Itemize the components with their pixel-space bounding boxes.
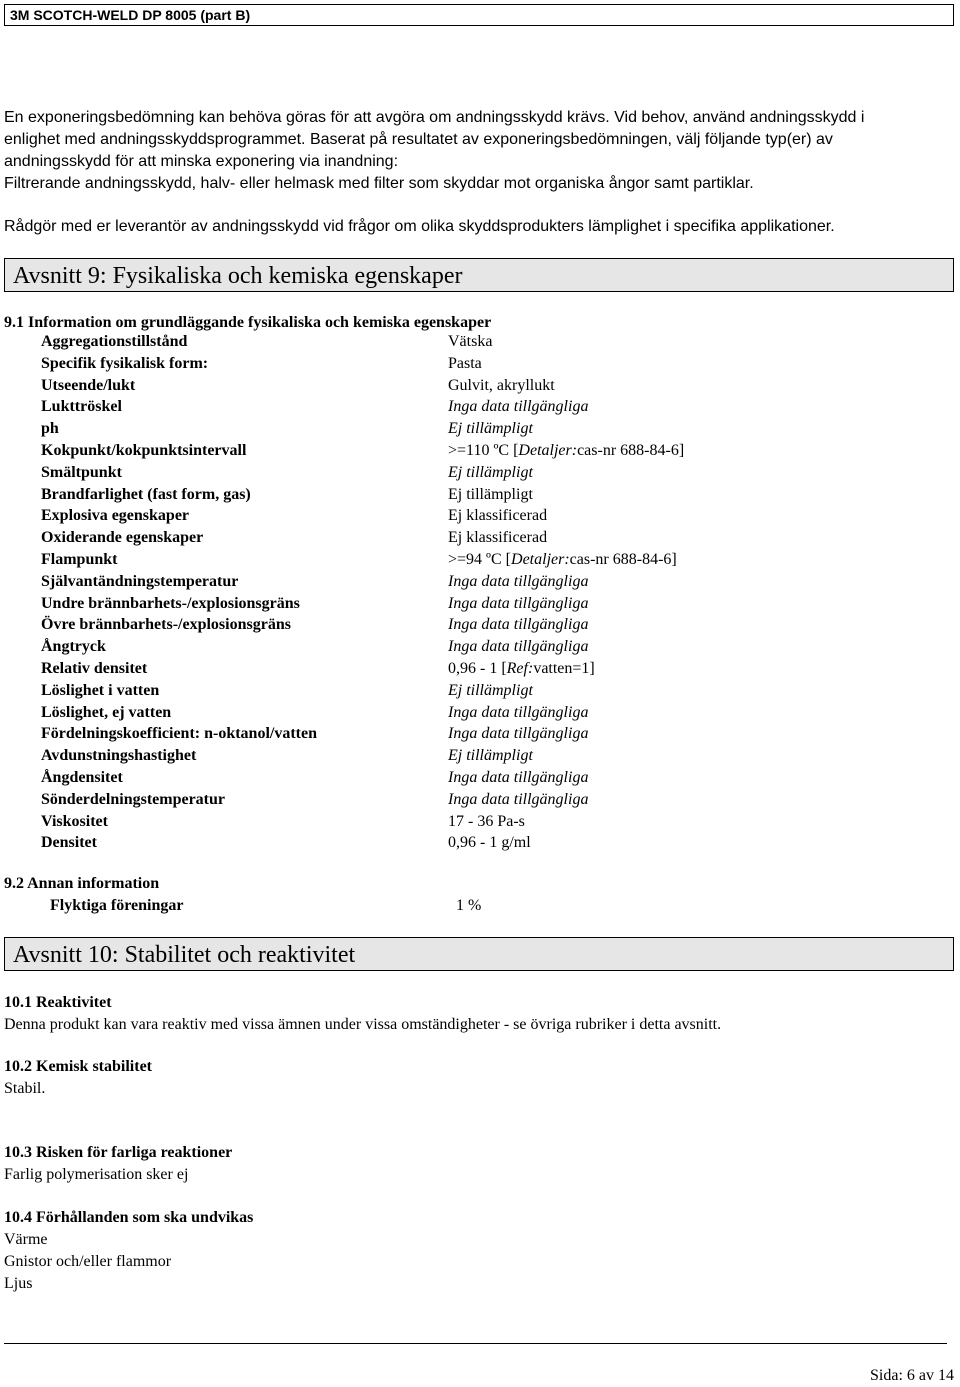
subsection-10-4-title: 10.4 Förhållanden som ska undvikas <box>4 1209 254 1226</box>
property-label: Undre brännbarhets-/explosionsgräns <box>41 595 300 612</box>
property-value <box>448 747 533 765</box>
property-label: Specifik fysikalisk form: <box>41 355 209 372</box>
property-label: Kokpunkt/kokpunktsintervall <box>41 442 247 459</box>
property-label: Fördelningskoefficient: n-oktanol/vatten <box>41 725 317 742</box>
property-label: Avdunstningshastighet <box>41 747 197 764</box>
list-item: Gnistor och/eller flammor <box>4 1253 172 1270</box>
property-value <box>448 377 555 395</box>
property-value <box>448 616 588 634</box>
section-10-title: Avsnitt 10: Stabilitet och reaktivitet <box>13 942 356 968</box>
property-label: Självantändningstemperatur <box>41 573 239 590</box>
property-value <box>448 813 525 831</box>
intro-line-1: En exponeringsbedömning kan behöva göras för att avgöra om andningsskydd krävs. Vid behov, använd andningsskydd i <box>4 109 865 126</box>
property-value <box>448 420 533 438</box>
property-value <box>448 486 533 504</box>
property-value-text: 17 - 36 Pa-s <box>448 813 525 830</box>
subsection-10-2-title: 10.2 Kemisk stabilitet <box>4 1058 152 1075</box>
footer-divider <box>4 1343 947 1344</box>
property-value-text: >=94 ºC [ <box>448 551 512 568</box>
property-value-text: Inga data tillgängliga <box>448 573 589 590</box>
document-header <box>4 4 954 26</box>
property-label: Explosiva egenskaper <box>41 507 190 524</box>
property-label: Ångtryck <box>41 638 106 655</box>
section-9-title: Avsnitt 9: Fysikaliska och kemiska egenskaper <box>13 263 463 289</box>
property-value <box>448 398 588 416</box>
property-value <box>448 704 588 722</box>
property-value <box>448 507 547 525</box>
property-label: Relativ densitet <box>41 660 148 677</box>
property-value-text: Ej klassificerad <box>448 507 548 524</box>
property-label: Flampunkt <box>41 551 118 568</box>
property-value <box>448 355 482 373</box>
property-detail-value: cas-nr 688-84-6] <box>577 442 685 459</box>
property-value-text: Ej klassificerad <box>448 529 548 546</box>
property-detail: Detaljer: <box>511 551 570 568</box>
section-9-heading <box>4 258 954 292</box>
list-item: Ljus <box>4 1275 33 1292</box>
intro-line-3: andningsskydd för att minska exponering via inandning: <box>4 153 399 170</box>
property-label: Övre brännbarhets-/explosionsgräns <box>41 616 291 633</box>
property-value <box>448 682 533 700</box>
subsection-10-1-title: 10.1 Reaktivitet <box>4 994 112 1011</box>
property-value-text: Inga data tillgängliga <box>448 704 589 721</box>
property-label: Viskositet <box>41 813 108 830</box>
property-label: Utseende/lukt <box>41 377 136 394</box>
volatile-value: 1 % <box>456 897 482 914</box>
property-value <box>448 791 588 809</box>
subsection-10-3-title: 10.3 Risken för farliga reaktioner <box>4 1144 233 1161</box>
property-label: Aggregationstillstånd <box>41 333 188 350</box>
volatile-label: Flyktiga föreningar <box>50 897 184 914</box>
subsection-9-2-title: 9.2 Annan information <box>4 875 160 892</box>
page-number: Sida: 6 av 14 <box>870 1367 954 1384</box>
property-label: Brandfarlighet (fast form, gas) <box>41 486 251 503</box>
property-value <box>448 333 492 351</box>
property-value <box>448 464 533 482</box>
property-value-text: Inga data tillgängliga <box>448 398 589 415</box>
property-value <box>448 769 588 787</box>
property-label: Oxiderande egenskaper <box>41 529 204 546</box>
property-value-text: Inga data tillgängliga <box>448 638 589 655</box>
list-item: Värme <box>4 1231 48 1248</box>
property-value <box>448 834 531 852</box>
property-label: Löslighet, ej vatten <box>41 704 172 721</box>
property-value-text: >=110 ºC [ <box>448 442 519 459</box>
property-detail: Detaljer: <box>518 442 578 459</box>
property-label: ph <box>41 420 59 437</box>
property-value <box>448 660 595 678</box>
property-value-text: Ej tillämpligt <box>448 747 533 764</box>
property-value-text: 0,96 - 1 [ <box>448 660 507 677</box>
document-title: 3M SCOTCH-WELD DP 8005 (part B) <box>10 7 251 23</box>
property-value-text: Inga data tillgängliga <box>448 616 589 633</box>
property-value <box>448 551 677 569</box>
property-value <box>448 442 684 460</box>
property-value-text: Inga data tillgängliga <box>448 769 589 786</box>
property-value-text: Vätska <box>448 333 493 350</box>
property-detail-value: vatten=1] <box>533 660 595 677</box>
property-label: Densitet <box>41 834 97 851</box>
property-value-text: Inga data tillgängliga <box>448 725 589 742</box>
property-detail-value: cas-nr 688-84-6] <box>569 551 677 568</box>
property-value-text: Ej tillämpligt <box>448 486 533 503</box>
section-10-heading <box>4 937 954 971</box>
property-value <box>448 573 588 591</box>
property-value-text: 0,96 - 1 g/ml <box>448 834 531 851</box>
property-value-text: Ej tillämpligt <box>448 464 533 481</box>
property-value-text: Inga data tillgängliga <box>448 595 589 612</box>
property-value-text: Ej tillämpligt <box>448 420 533 437</box>
property-value <box>448 529 547 547</box>
property-value <box>448 638 588 656</box>
property-label: Löslighet i vatten <box>41 682 160 699</box>
property-value <box>448 595 588 613</box>
property-value-text: Gulvit, akryllukt <box>448 377 555 394</box>
property-label: Lukttröskel <box>41 398 122 415</box>
subsection-10-1-text: Denna produkt kan vara reaktiv med vissa ämnen under vissa omständigheter - se övriga rubriker i detta avsnitt. <box>4 1016 722 1033</box>
property-detail: Ref: <box>506 660 534 677</box>
property-label: Sönderdelningstemperatur <box>41 791 225 808</box>
intro-line-4: Filtrerande andningsskydd, halv- eller helmask med filter som skyddar mot organiska ångor samt partiklar. <box>4 175 754 192</box>
property-label: Smältpunkt <box>41 464 122 481</box>
subsection-9-1-title: 9.1 Information om grundläggande fysikaliska och kemiska egenskaper <box>4 314 492 331</box>
property-value-text: Pasta <box>448 355 482 372</box>
subsection-10-2-text: Stabil. <box>4 1080 46 1097</box>
property-value <box>448 725 588 743</box>
property-value-text: Inga data tillgängliga <box>448 791 589 808</box>
property-value-text: Ej tillämpligt <box>448 682 533 699</box>
intro-line-5: Rådgör med er leverantör av andningsskydd vid frågor om olika skyddsprodukters lämplighet i specifika applikationer. <box>4 218 835 235</box>
intro-line-2: enlighet med andningsskyddsprogrammet. Baserat på resultatet av exponeringsbedömningen, välj följande typ(er) av <box>4 131 833 148</box>
subsection-10-3-text: Farlig polymerisation sker ej <box>4 1166 189 1183</box>
property-label: Ångdensitet <box>41 769 123 786</box>
